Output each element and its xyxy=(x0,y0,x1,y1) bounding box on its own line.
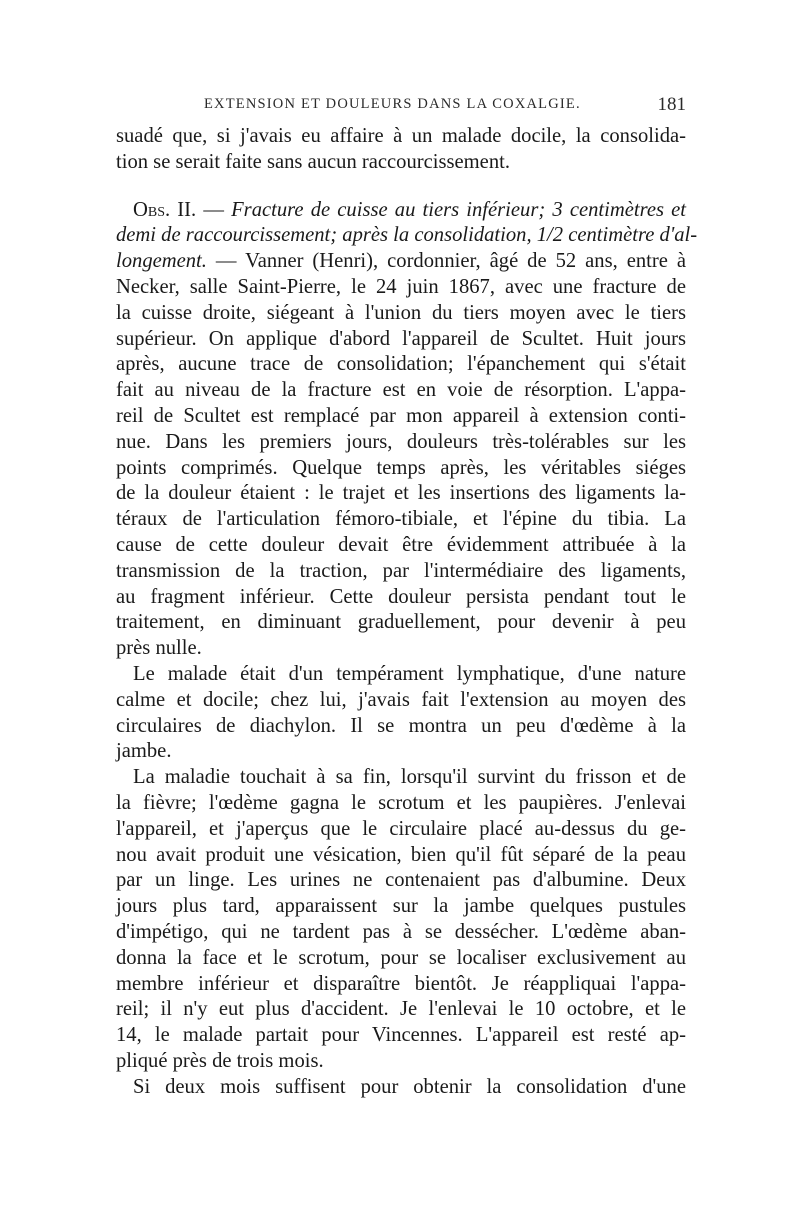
text-line: par un linge. Les urines ne contenaient pas d'albumine. Deux xyxy=(116,869,686,892)
text-line: pliqué près de trois mois. xyxy=(116,1049,324,1072)
text-line: d'impétigo, qui ne tardent pas à se dessécher. L'œdème aban- xyxy=(116,920,686,943)
text-line: près nulle. xyxy=(116,637,202,660)
text-line: reil; il n'y eut plus d'accident. Je l'enlevai le 10 octobre, et le xyxy=(116,998,686,1021)
paragraph xyxy=(116,662,686,765)
text-line: 14, le malade partait pour Vincennes. L'appareil est resté ap- xyxy=(116,1024,686,1047)
observation-label: Obs. II. — xyxy=(133,198,224,221)
text-line: calme et docile; chez lui, j'avais fait l'extension au moyen des xyxy=(116,688,686,711)
text-line: cause de cette douleur devait être évidemment attribuée à la xyxy=(116,533,686,556)
text-line: jambe. xyxy=(116,740,172,763)
text-line: Si deux mois suffisent pour obtenir la consolidation d'une xyxy=(133,1075,686,1098)
text-line: jours plus tard, apparaissent sur la jambe quelques pustules xyxy=(116,895,686,918)
observation-title: demi de raccourcissement; après la consolidation, 1/2 centimètre d'al- xyxy=(116,224,698,247)
text-line: donna la face et le scrotum, pour se localiser exclusivement au xyxy=(116,946,686,969)
observation-paragraph xyxy=(116,198,698,662)
body-text xyxy=(116,124,698,1100)
book-page xyxy=(116,94,698,1100)
observation-title: longement. xyxy=(116,250,207,273)
running-title: EXTENSION ET DOULEURS DANS LA COXALGIE. xyxy=(204,96,581,112)
paragraph-continuation xyxy=(116,124,686,176)
text-line: circulaires de diachylon. Il se montra un peu d'œdème à la xyxy=(116,714,686,737)
paragraph xyxy=(116,1075,686,1101)
paragraph-gap xyxy=(116,176,686,198)
text-line: supérieur. On applique d'abord l'appareil de Scultet. Huit jours xyxy=(116,327,686,350)
text-line: membre inférieur et disparaître bientôt. Je réappliquai l'appa- xyxy=(116,972,686,995)
text-line: suadé que, si j'avais eu affaire à un malade docile, la consolida- xyxy=(116,125,686,147)
observation-title-line xyxy=(116,223,698,249)
text-line: La maladie touchait à sa fin, lorsqu'il survint du frisson et de xyxy=(133,766,686,789)
text-line: Le malade était d'un tempérament lymphatique, d'une nature xyxy=(133,662,686,685)
text-line: téraux de l'articulation fémoro-tibiale, et l'épine du tibia. La xyxy=(116,508,686,531)
text-line: de la douleur étaient : le trajet et les insertions des ligaments la- xyxy=(116,482,686,505)
text-line: traitement, en diminuant graduellement, pour devenir à peu xyxy=(116,611,686,634)
text-line: points comprimés. Quelque temps après, les véritables siéges xyxy=(116,456,686,479)
observation-intro: — Vanner (Henri), cordonnier, âgé de 52 ans, entre à xyxy=(215,250,686,273)
text-line: l'appareil, et j'aperçus que le circulaire placé au-dessus du ge- xyxy=(116,817,686,840)
page-header xyxy=(116,96,686,124)
observation-title-line xyxy=(116,249,686,275)
text-line: reil de Scultet est remplacé par mon appareil à extension conti- xyxy=(116,404,686,427)
text-line: transmission de la traction, par l'intermédiaire des ligaments, xyxy=(116,559,686,582)
text-line: la fièvre; l'œdème gagna le scrotum et les paupières. J'enlevai xyxy=(116,791,686,814)
observation-title-line xyxy=(116,198,686,224)
paragraph xyxy=(116,765,686,1075)
page-number: 181 xyxy=(657,94,686,115)
text-line: fait au niveau de la fracture est en voie de résorption. L'appa- xyxy=(116,379,686,402)
text-line: nue. Dans les premiers jours, douleurs très-tolérables sur les xyxy=(116,430,686,453)
text-line: la cuisse droite, siégeant à l'union du tiers moyen avec le tiers xyxy=(116,301,686,324)
text-line: au fragment inférieur. Cette douleur persista pendant tout le xyxy=(116,585,686,608)
text-line: Necker, salle Saint-Pierre, le 24 juin 1867, avec une fracture de xyxy=(116,275,686,298)
text-line: tion se serait faite sans aucun raccourcissement. xyxy=(116,150,510,173)
text-line: nou avait produit une vésication, bien qu'il fût séparé de la peau xyxy=(116,843,686,866)
text-line: après, aucune trace de consolidation; l'épanchement qui s'était xyxy=(116,353,686,376)
observation-title: Fracture de cuisse au tiers inférieur; 3 centimètres et xyxy=(231,198,687,221)
